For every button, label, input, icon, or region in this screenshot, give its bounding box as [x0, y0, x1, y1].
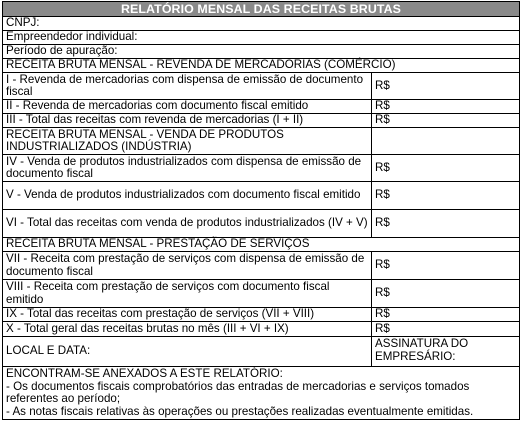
comercio-heading: RECEITA BRUTA MENSAL - REVENDA DE MERCADORIAS (COMÉRCIO)	[6, 58, 396, 72]
table-row	[3, 252, 519, 280]
table-row	[3, 100, 519, 114]
industria-heading-blank	[372, 128, 519, 154]
anexos-item: - Os documentos fiscais comprobatórios das entradas de mercadorias e serviços tomados referentes ao período;	[6, 379, 470, 406]
cnpj-row	[3, 17, 519, 31]
row-label: VII - Receita com prestação de serviços com dispensa de emissão de documento fiscal	[3, 252, 372, 279]
row-label: IX - Total das receitas com prestação de serviços (VII + VIII)	[3, 308, 372, 321]
row-value: R$	[375, 113, 390, 127]
row-value: R$	[375, 99, 390, 113]
anexos-heading: ENCONTRAM-SE ANEXADOS A ESTE RELATÓRIO:	[6, 367, 283, 380]
table-row	[3, 308, 519, 322]
row-label: I - Revenda de mercadorias com dispensa de emissão de documento fiscal	[3, 73, 372, 99]
row-label: V - Venda de produtos industrializados com documento fiscal emitido	[3, 182, 372, 209]
servicos-heading-row	[3, 238, 519, 252]
industria-heading-row	[3, 128, 519, 155]
table-row	[3, 210, 519, 238]
anexos-item: - As notas fiscais relativas às operações ou prestações realizadas eventualmente emitidas.	[6, 404, 474, 418]
table-row	[3, 182, 519, 210]
row-value: R$	[375, 258, 390, 272]
cnpj-label: CNPJ:	[6, 16, 40, 30]
row-value: R$	[375, 160, 390, 174]
row-label: VI - Total das receitas com venda de produtos industrializados (IV + V)	[3, 210, 372, 237]
empreendedor-label: Empreendedor individual:	[6, 30, 138, 44]
periodo-label: Período de apuração:	[6, 44, 118, 58]
table-row	[3, 280, 519, 308]
servicos-heading: RECEITA BRUTA MENSAL - PRESTAÇÃO DE SERVIÇOS	[6, 237, 310, 251]
comercio-heading-row	[3, 59, 519, 73]
industria-heading: RECEITA BRUTA MENSAL - VENDA DE PRODUTOS INDUSTRIALIZADOS (INDÚSTRIA)	[3, 128, 372, 154]
row-label: VIII - Receita com prestação de serviços com documento fiscal emitido	[3, 280, 372, 307]
row-label: II - Revenda de mercadorias com documento fiscal emitido	[3, 100, 372, 113]
total-label: X - Total geral das receitas brutas no mês (III + VI + IX)	[3, 322, 372, 336]
row-value: R$	[375, 216, 390, 230]
anexos-row	[3, 367, 519, 419]
row-value: R$	[375, 78, 390, 92]
report-title: RELATÓRIO MENSAL DAS RECEITAS BRUTAS	[3, 2, 519, 17]
assinatura-label: ASSINATURA DO EMPRESÁRIO:	[375, 337, 469, 363]
local-data-label: LOCAL E DATA:	[3, 337, 372, 366]
table-row	[3, 155, 519, 182]
table-row	[3, 114, 519, 128]
table-row	[3, 73, 519, 100]
revenue-report-form	[2, 1, 520, 420]
total-row	[3, 322, 519, 337]
row-label: IV - Venda de produtos industrializados com dispensa de emissão de documento fiscal	[3, 155, 372, 181]
row-label: III - Total das receitas com revenda de mercadorias (I + II)	[3, 114, 372, 127]
periodo-row	[3, 45, 519, 59]
anexos-block	[3, 367, 519, 419]
row-value: R$	[375, 188, 390, 202]
local-assinatura-row	[3, 337, 519, 367]
row-value: R$	[375, 307, 390, 321]
empreendedor-row	[3, 31, 519, 45]
total-value: R$	[375, 321, 390, 335]
row-value: R$	[375, 286, 390, 300]
